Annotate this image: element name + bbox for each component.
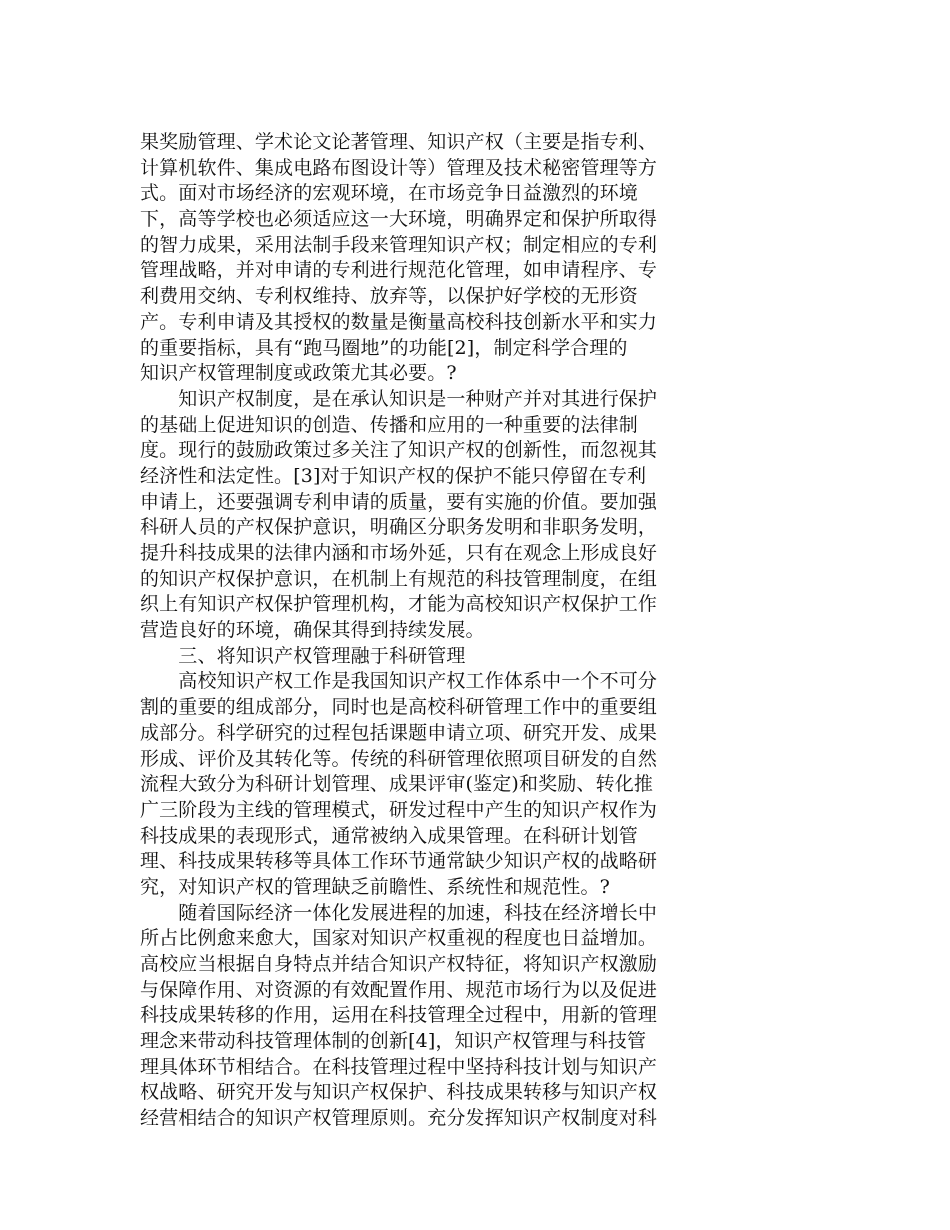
section-heading: 三、将知识产权管理融于科研管理: [140, 644, 466, 667]
text-line: 科研人员的产权保护意识，明确区分职务发明和非职务发明，: [140, 516, 658, 539]
text-line: 高校知识产权工作是我国知识产权工作体系中一个不可分: [140, 670, 658, 693]
text-line: 的基础上促进知识的创造、传播和应用的一种重要的法律制: [140, 413, 638, 436]
text-line: 营造良好的环境，确保其得到持续发展。: [140, 619, 485, 642]
text-line: 知识产权制度，是在承认知识是一种财产并对其进行保护: [140, 387, 658, 410]
text-line: 广三阶段为主线的管理模式，研发过程中产生的知识产权作为: [140, 798, 658, 821]
text-line: 割的重要的组成部分，同时也是高校科研管理工作中的重要组: [140, 696, 658, 719]
text-line: 理、科技成果转移等具体工作环节通常缺少知识产权的战略研: [140, 850, 658, 873]
text-line: 科技成果转移的作用，运用在科技管理全过程中，用新的管理: [140, 1004, 658, 1027]
text-line: 经营相结合的知识产权管理原则。充分发挥知识产权制度对科: [140, 1107, 658, 1130]
text-line: 管理战略，并对申请的专利进行规范化管理，如申请程序、专: [140, 259, 658, 282]
text-line: 随着国际经济一体化发展进程的加速，科技在经济增长中: [140, 901, 658, 924]
text-line: 的智力成果，采用法制手段来管理知识产权；制定相应的专利: [140, 233, 658, 256]
text-line: 式。面对市场经济的宏观环境，在市场竞争日益激烈的环境: [140, 182, 638, 205]
text-line: 果奖励管理、学术论文论著管理、知识产权（主要是指专利、: [140, 131, 658, 153]
text-line: 利费用交纳、专利权维持、放弃等，以保护好学校的无形资: [140, 285, 638, 308]
text-line: 成部分。科学研究的过程包括课题申请立项、研究开发、成果: [140, 721, 658, 744]
text-line: 计算机软件、集成电路布图设计等）管理及技术秘密管理等方: [140, 156, 658, 179]
text-line: 流程大致分为科研计划管理、成果评审(鉴定)和奖励、转化推: [140, 773, 654, 796]
text-line: 产。专利申请及其授权的数量是衡量高校科技创新水平和实力: [140, 310, 658, 333]
text-line: 理具体环节相结合。在科技管理过程中坚持科技计划与知识产: [140, 1055, 658, 1078]
text-line: 形成、评价及其转化等。传统的科研管理依照项目研发的自然: [140, 747, 658, 770]
text-line: 所占比例愈来愈大，国家对知识产权重视的程度也日益增加。: [140, 927, 658, 950]
text-line: 织上有知识产权保护管理机构，才能为高校知识产权保护工作: [140, 593, 658, 616]
text-line: 度。现行的鼓励政策过多关注了知识产权的创新性，而忽视其: [140, 439, 658, 462]
text-line: 高校应当根据自身特点并结合知识产权特征，将知识产权激励: [140, 953, 658, 975]
text-line: 理念来带动科技管理体制的创新[4]，知识产权管理与科技管: [140, 1030, 647, 1053]
text-line: 究，对知识产权的管理缺乏前瞻性、系统性和规范性。?: [140, 875, 610, 898]
text-line: 下，高等学校也必须适应这一大环境，明确界定和保护所取得: [140, 208, 658, 231]
text-line: 科技成果的表现形式，通常被纳入成果管理。在科研计划管: [140, 824, 638, 847]
text-line: 与保障作用、对资源的有效配置作用、规范市场行为以及促进: [140, 978, 658, 1001]
text-line: 权战略、研究开发与知识产权保护、科技成果转移与知识产权: [140, 1081, 658, 1104]
text-line: 经济性和法定性。[3]对于知识产权的保护不能只停留在专利: [140, 464, 647, 487]
document-body: [140, 130, 740, 1132]
text-line: 提升科技成果的法律内涵和市场外延，只有在观念上形成良好: [140, 542, 658, 564]
text-line: 的重要指标，具有“跑马圈地”的功能[2]，制定科学合理的: [140, 336, 628, 359]
text-line: 知识产权管理制度或政策尤其必要。?: [140, 362, 457, 385]
text-line: 申请上，还要强调专利申请的质量，要有实施的价值。要加强: [140, 490, 658, 513]
text-line: 的知识产权保护意识，在机制上有规范的科技管理制度，在组: [140, 567, 658, 590]
